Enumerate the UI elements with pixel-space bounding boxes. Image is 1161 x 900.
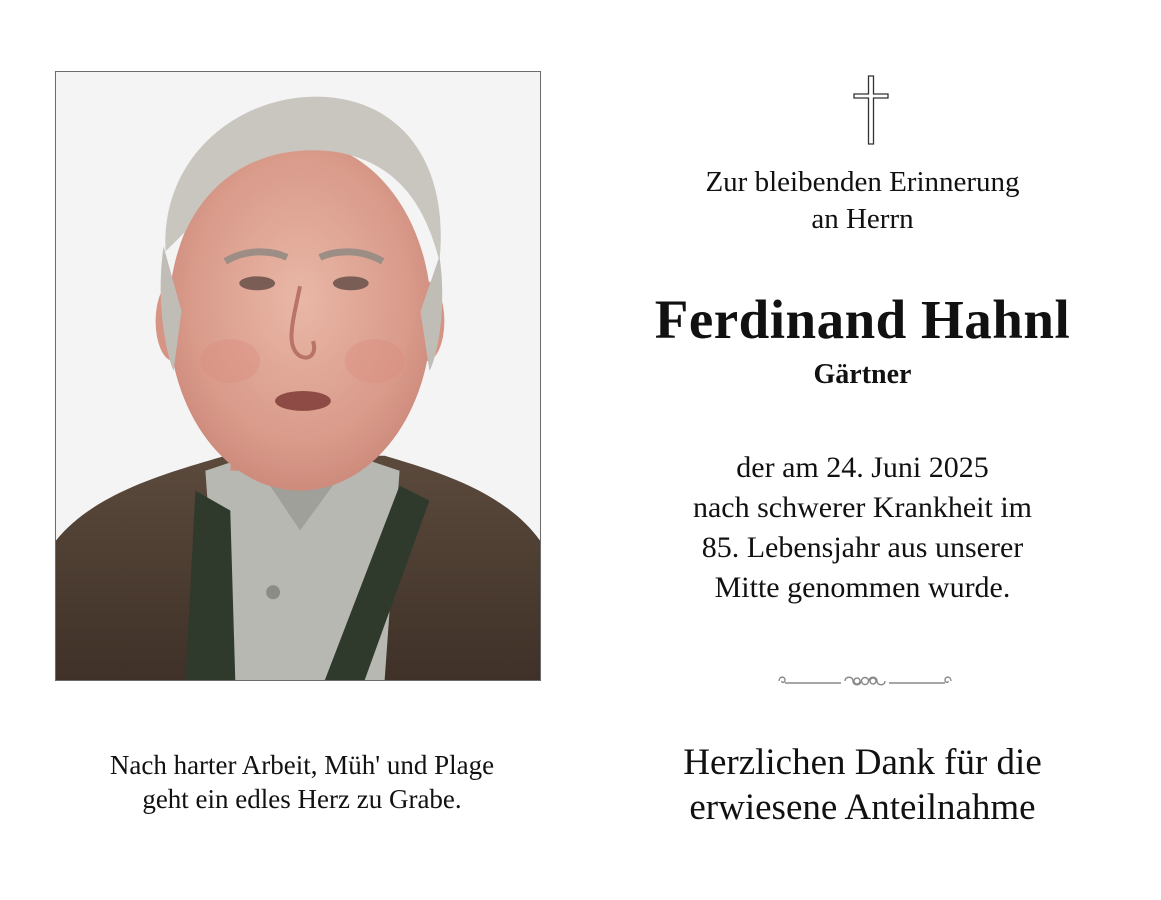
- memorial-text-column: [620, 0, 1105, 900]
- deceased-occupation: Gärtner: [813, 359, 912, 390]
- intro-text: [620, 164, 1105, 238]
- portrait-illustration: [56, 72, 540, 680]
- thanks-line-2: erwiesene Anteilnahme: [689, 787, 1036, 828]
- thanks-line-1: Herzlichen Dank für die: [683, 742, 1042, 783]
- details-line-1: der am 24. Juni 2025: [736, 451, 989, 484]
- thanks-text: [620, 740, 1105, 830]
- death-details: [620, 448, 1105, 608]
- intro-line-1: Zur bleibenden Erinnerung: [705, 166, 1020, 198]
- details-line-2: nach schwerer Krankheit im: [692, 491, 1033, 524]
- portrait-photo: [55, 71, 541, 681]
- deceased-name: Ferdinand Hahnl: [654, 289, 1071, 350]
- verse-line-2: geht ein edles Herz zu Grabe.: [142, 784, 462, 814]
- memorial-verse: [55, 748, 549, 816]
- cross-icon: [853, 75, 889, 145]
- intro-line-2: an Herrn: [811, 203, 914, 235]
- details-line-4: Mitte genommen wurde.: [714, 571, 1011, 604]
- verse-line-1: Nach harter Arbeit, Müh' und Plage: [109, 750, 495, 780]
- details-line-3: 85. Lebensjahr aus unserer: [701, 531, 1024, 564]
- ornament-divider-icon: [775, 670, 955, 692]
